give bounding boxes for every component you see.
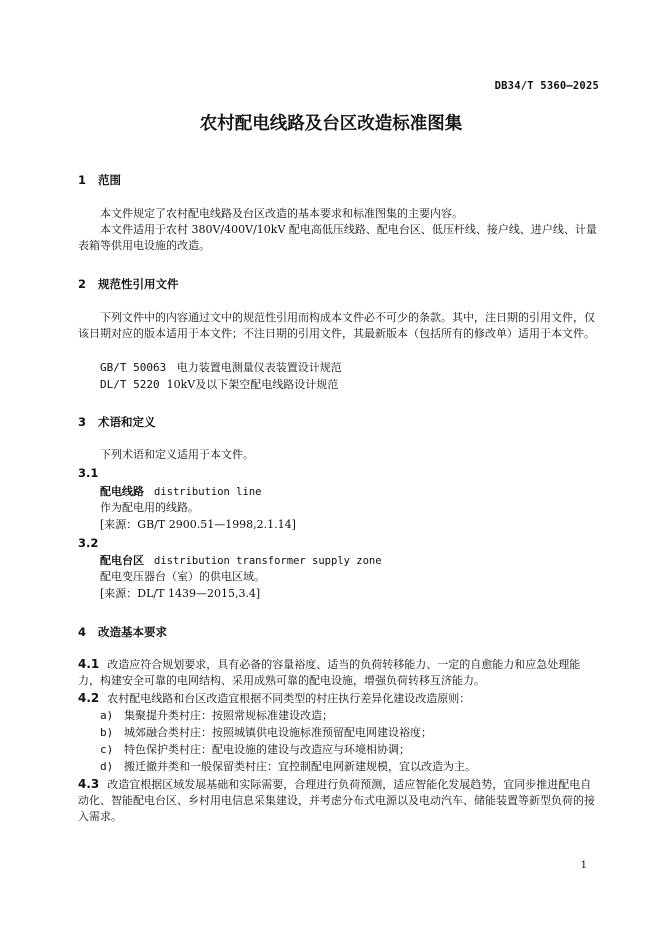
term-en: distribution transformer supply zone xyxy=(154,555,382,567)
reference-name: 10kV及以下架空配电线路设计规范 xyxy=(166,378,339,391)
scope-paragraph-2: 本文件适用于农村 380V/400V/10kV 配电高低压线路、配电台区、低压杆线、接户线、进户线、计量表箱等供用电设施的改造。 xyxy=(78,223,597,252)
clause-text: 改造应符合规划要求，具有必备的容量裕度、适当的负荷转移能力、一定的自愈能力和应急处理能力，构建安全可靠的电网结构、采用成熟可靠的配电设施，增强负荷转移互济能力。 xyxy=(78,658,581,687)
list-marker: c) xyxy=(100,743,114,756)
section-title: 规范性引用文件 xyxy=(98,277,179,291)
clause-text: 改造宜根据区域发展基础和实际需要，合理进行负荷预测，适应智能化发展趋势，宜同步推进配电自动化、智能配电台区、乡村用电信息采集建设，并考虑分布式电源以及电动汽车、储能装置等新型负荷的接入需求。 xyxy=(78,778,595,823)
section-3-heading xyxy=(78,414,156,430)
reference-item xyxy=(100,377,338,393)
clause-number: 4.3 xyxy=(78,777,100,791)
clause-number: 4.1 xyxy=(78,657,100,671)
list-item xyxy=(100,708,333,724)
section-title: 术语和定义 xyxy=(98,415,156,429)
clause-4-1 xyxy=(78,656,600,689)
clause-text: 农村配电线路和台区改造宜根据不同类型的村庄执行差异化建设改造原则： xyxy=(107,692,471,705)
section-title: 改造基本要求 xyxy=(98,625,167,639)
term-en: distribution line xyxy=(154,486,262,498)
section-4-heading xyxy=(78,624,167,640)
term-number: 3.1 xyxy=(78,466,99,480)
clause-4-3 xyxy=(78,776,600,825)
list-item xyxy=(100,725,432,741)
term-number: 3.2 xyxy=(78,536,99,550)
term-definition: 配电变压器台（室）的供电区域。 xyxy=(100,570,265,583)
reference-name: 电力装置电测量仪表装置设计规范 xyxy=(176,361,342,374)
scope-paragraph-1: 本文件规定了农村配电线路及台区改造的基本要求和标准图集的主要内容。 xyxy=(100,207,463,220)
reference-item xyxy=(100,360,342,376)
list-text: 城郊融合类村庄：按照城镇供电设施标准预留配电网建设裕度； xyxy=(124,726,432,739)
page-number: 1 xyxy=(580,860,587,871)
section-number: 1 xyxy=(78,173,87,187)
list-text: 特色保护类村庄：配电设施的建设与改造应与环境相协调； xyxy=(124,743,410,756)
list-marker: d) xyxy=(100,760,114,773)
section-2-heading xyxy=(78,276,179,292)
term-definition: 作为配电用的线路。 xyxy=(100,501,199,514)
term-zh: 配电台区 xyxy=(100,554,144,567)
clause-4-2 xyxy=(78,690,600,707)
section-1-heading xyxy=(78,172,121,188)
document-title: 农村配电线路及台区改造标准图集 xyxy=(199,114,463,134)
list-text: 集聚提升类村庄：按照常规标准建设改造； xyxy=(124,709,333,722)
section-number: 3 xyxy=(78,415,87,429)
list-marker: b) xyxy=(100,726,114,739)
section-number: 2 xyxy=(78,277,87,291)
terms-intro: 下列术语和定义适用于本文件。 xyxy=(100,448,254,461)
list-item xyxy=(100,759,476,775)
list-marker: a) xyxy=(100,709,114,722)
reference-code: GB/T 50063 xyxy=(100,361,167,374)
term-zh: 配电线路 xyxy=(100,485,144,498)
term-source: [来源：GB/T 2900.51—1998,2.1.14] xyxy=(100,518,296,531)
normative-references-paragraph: 下列文件中的内容通过文中的规范性引用而构成本文件必不可少的条款。其中，注日期的引用文件，仅该日期对应的版本适用于本文件；不注日期的引用文件，其最新版本（包括所有的修改单）适用于本文件。 xyxy=(78,311,595,340)
term-name xyxy=(100,552,382,568)
section-number: 4 xyxy=(78,625,87,639)
term-source: [来源：DL/T 1439—2015,3.4] xyxy=(100,587,261,600)
list-text: 搬迁撤并类和一般保留类村庄：宜控制配电网新建规模，宜以改造为主。 xyxy=(124,760,476,773)
standard-number: DB34/T 5360—2025 xyxy=(494,80,599,92)
reference-code: DL/T 5220 xyxy=(100,378,160,391)
section-title: 范围 xyxy=(98,173,121,187)
list-item xyxy=(100,742,410,758)
term-name xyxy=(100,483,261,499)
clause-number: 4.2 xyxy=(78,691,100,705)
